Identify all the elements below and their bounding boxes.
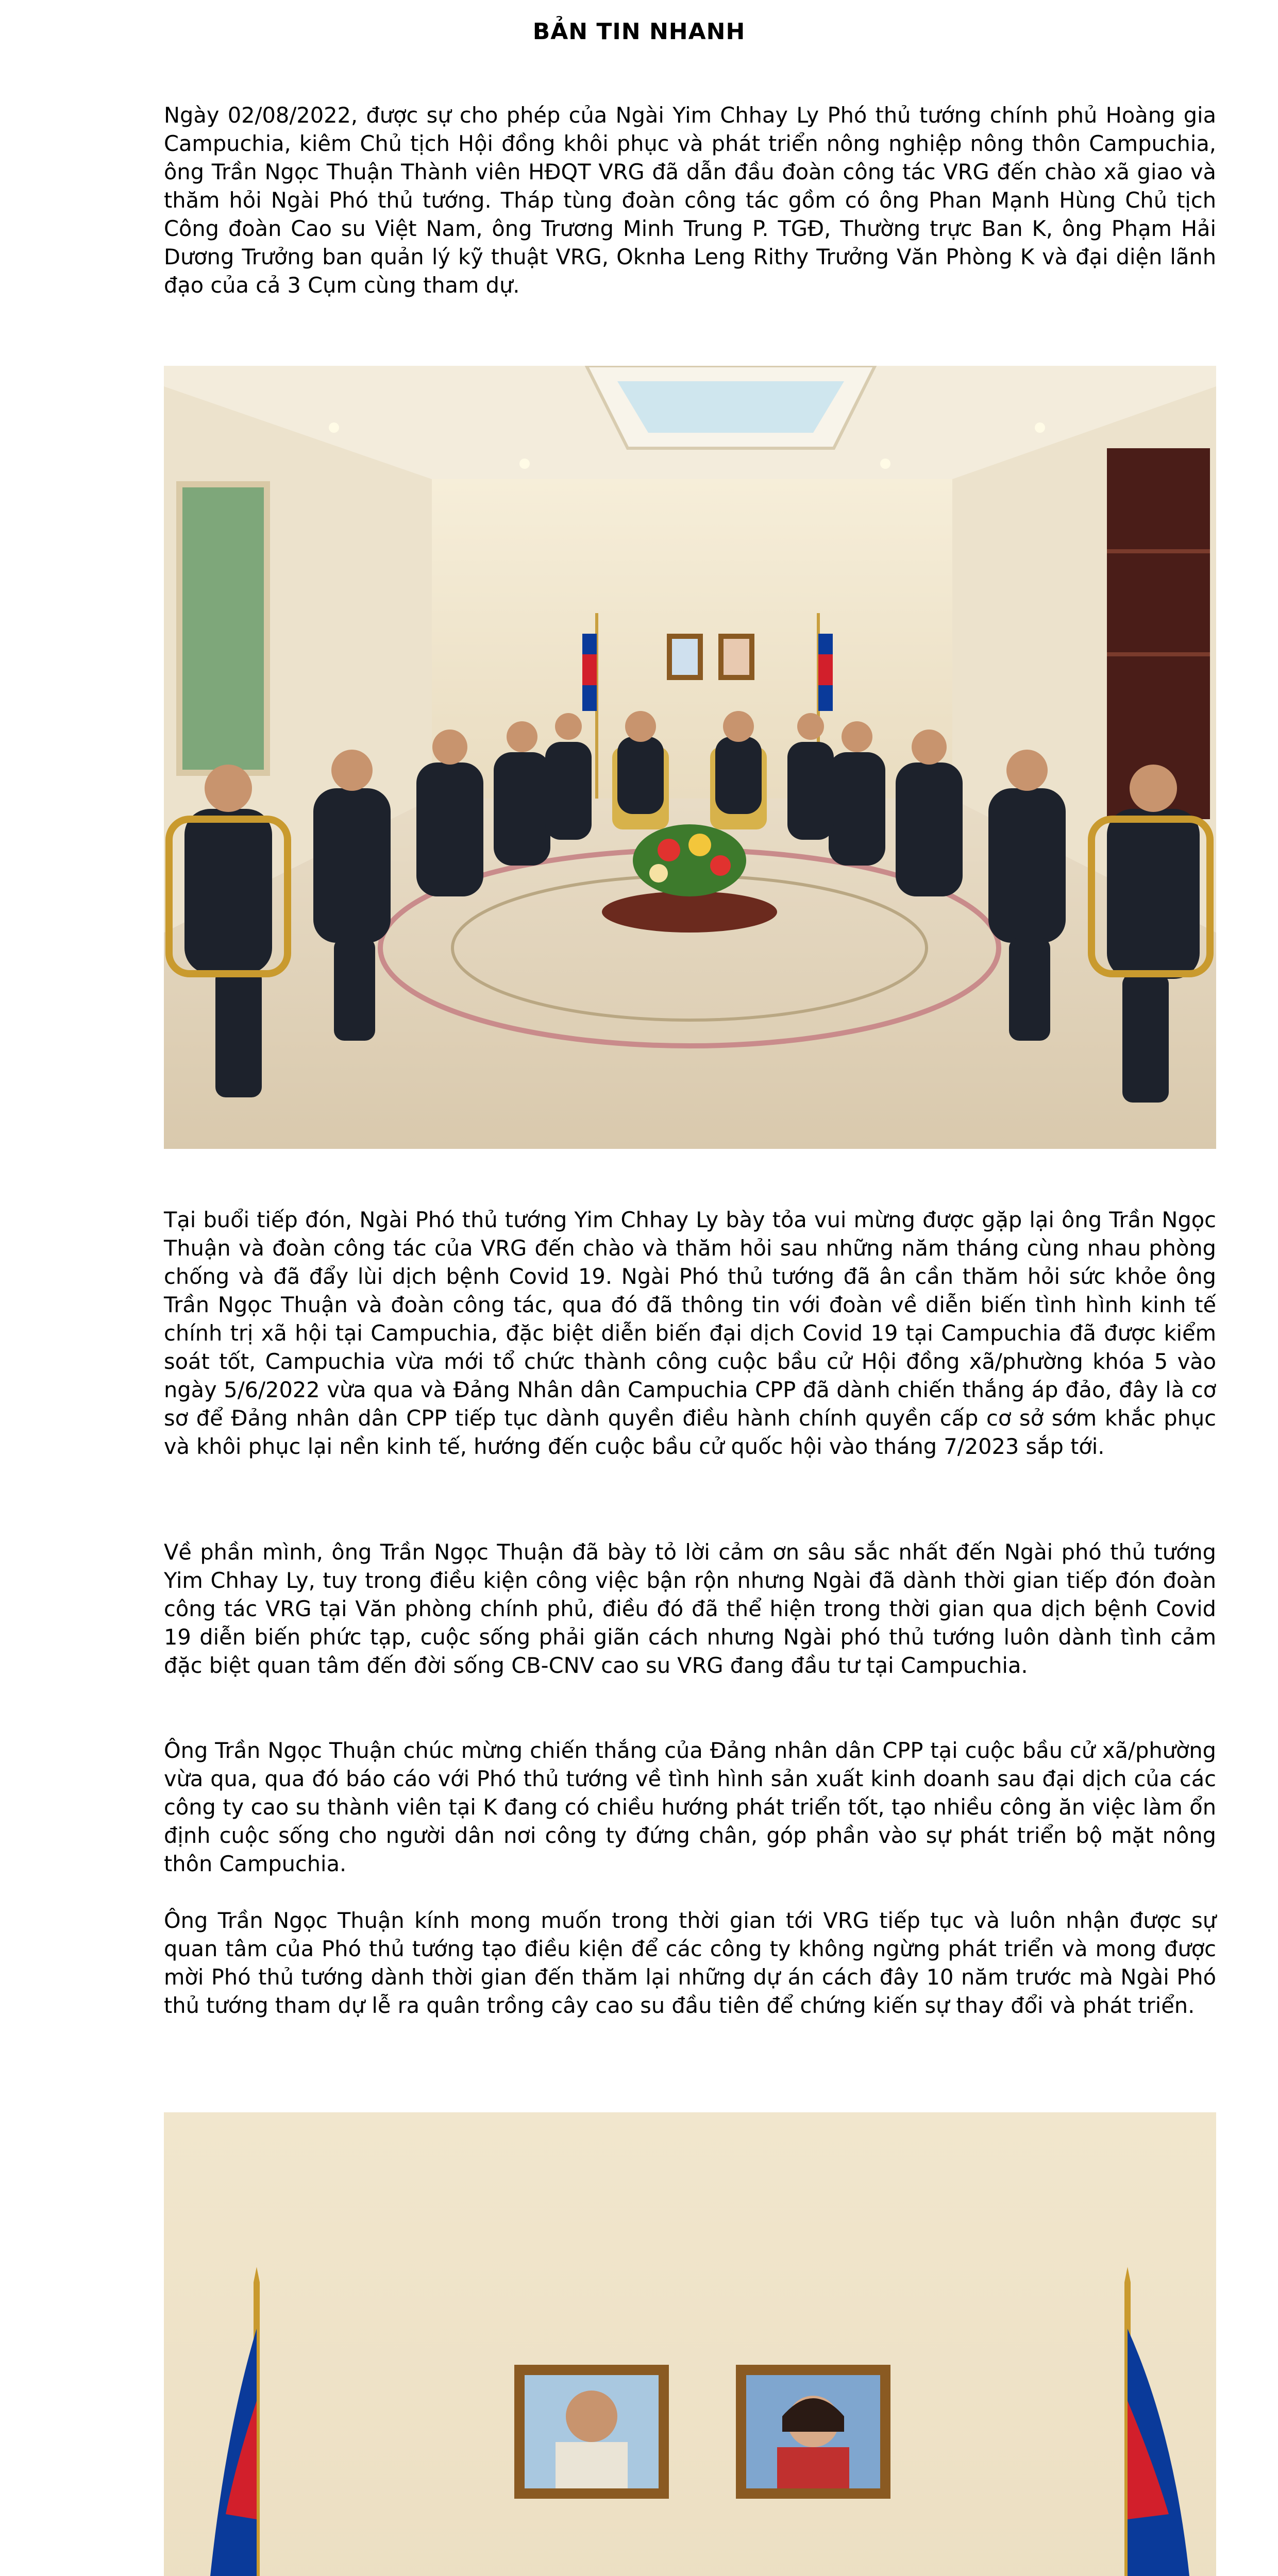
meeting-room-photo	[164, 366, 1216, 1149]
meeting-room-illustration	[164, 366, 1216, 1149]
paragraph-intro: Ngày 02/08/2022, được sự cho phép của Ngài Yim Chhay Ly Phó thủ tướng chính phủ Hoàng gia Campuchia, kiêm Chủ tịch Hội đồng khôi phục và phát triển nông nghiệp nông thôn Campuchia, ông Trần Ngọc Thuận Thành viên HĐQT VRG đã dẫn đầu đoàn công tác VRG đến chào xã giao và thăm hỏi Ngài Phó thủ tướng. Tháp tùng đoàn công tác gồm có ông Phan Mạnh Hùng Chủ tịch Công đoàn Cao su Việt Nam, ông Trương Minh Trung P. TGĐ, Thường trực Ban K, ông Phạm Hải Dương Trưởng ban quản lý kỹ thuật VRG, Oknha Leng Rithy Trưởng Văn Phòng K và đại diện lãnh đạo của cả 3 Cụm cùng tham dự.	[164, 103, 1216, 298]
paragraph-response: Về phần mình, ông Trần Ngọc Thuận đã bày tỏ lời cảm ơn sâu sắc nhất đến Ngài phó thủ tướng Yim Chhay Ly, tuy trong điều kiện công việc bận rộn nhưng Ngài đã dành thời gian tiếp đón đoàn công tác VRG tại Văn phòng chính phủ, điều đó đã thể hiện trong thời gian qua dịch bệnh Covid 19 diễn biến phức tạp, cuộc sống phải giãn cách nhưng Ngài phó thủ tướng luôn dành tình cảm đặc biệt quan tâm đến đời sống CB-CNV cao su VRG đang đầu tư tại Campuchia.	[164, 1539, 1216, 1678]
two-leaders-photo	[164, 2112, 1216, 2576]
paragraph-reception: Tại buổi tiếp đón, Ngài Phó thủ tướng Yim Chhay Ly bày tỏa vui mừng được gặp lại ông Trần Ngọc Thuận và đoàn công tác của VRG đến chào và thăm hỏi sau những năm tháng cùng nhau phòng chống và đã đẩy lùi dịch bệnh Covid 19. Ngài Phó thủ tướng đã ân cần thăm hỏi sức khỏe ông Trần Ngọc Thuận và đoàn công tác, qua đó đã thông tin với đoàn về diễn biến tình hình kinh tế chính trị xã hội tại Campuchia, đặc biệt diễn biến đại dịch Covid 19 tại Campuchia đã được kiểm soát tốt, Campuchia vừa mới tổ chức thành công cuộc bầu cử Hội đồng xã/phường khóa 5 vào ngày 5/6/2022 vừa qua và Đảng Nhân dân Campuchia CPP đã dành chiến thắng áp đảo, đây là cơ sơ để Đảng nhân dân CPP tiếp tục dành quyền điều hành chính quyền cấp cơ sở sớm khắc phục và khôi phục lại nền kinh tế, hướng đến cuộc bầu cử quốc hội vào tháng 7/2023 sắp tới.	[164, 1207, 1216, 1459]
paragraph-hopes: Ông Trần Ngọc Thuận kính mong muốn trong thời gian tới VRG tiếp tục và luôn nhận được sự quan tâm của Phó thủ tướng tạo điều kiện để các công ty không ngừng phát triển và mong được mời Phó thủ tướng dành thời gian đến thăm lại những dự án cách đây 10 năm trước mà Ngài Phó thủ tướng tham dự lễ ra quân trồng cây cao su đầu tiên để chứng kiến sự thay đổi và phát triển.	[164, 1908, 1216, 2018]
paragraph-congratulations: Ông Trần Ngọc Thuận chúc mừng chiến thắng của Đảng nhân dân CPP tại cuộc bầu cử xã/phường vừa qua, qua đó báo cáo với Phó thủ tướng về tình hình sản xuất kinh doanh sau đại dịch của các công ty cao su thành viên tại K đang có chiều hướng phát triển tốt, tạo nhiều công ăn việc làm ổn định cuộc sống cho người dân nơi công ty đứng chân, góp phần vào sự phát triển bộ mặt nông thôn Campuchia.	[164, 1738, 1216, 1876]
page-title: BẢN TIN NHANH	[532, 19, 746, 45]
two-leaders-illustration	[164, 2112, 1216, 2576]
